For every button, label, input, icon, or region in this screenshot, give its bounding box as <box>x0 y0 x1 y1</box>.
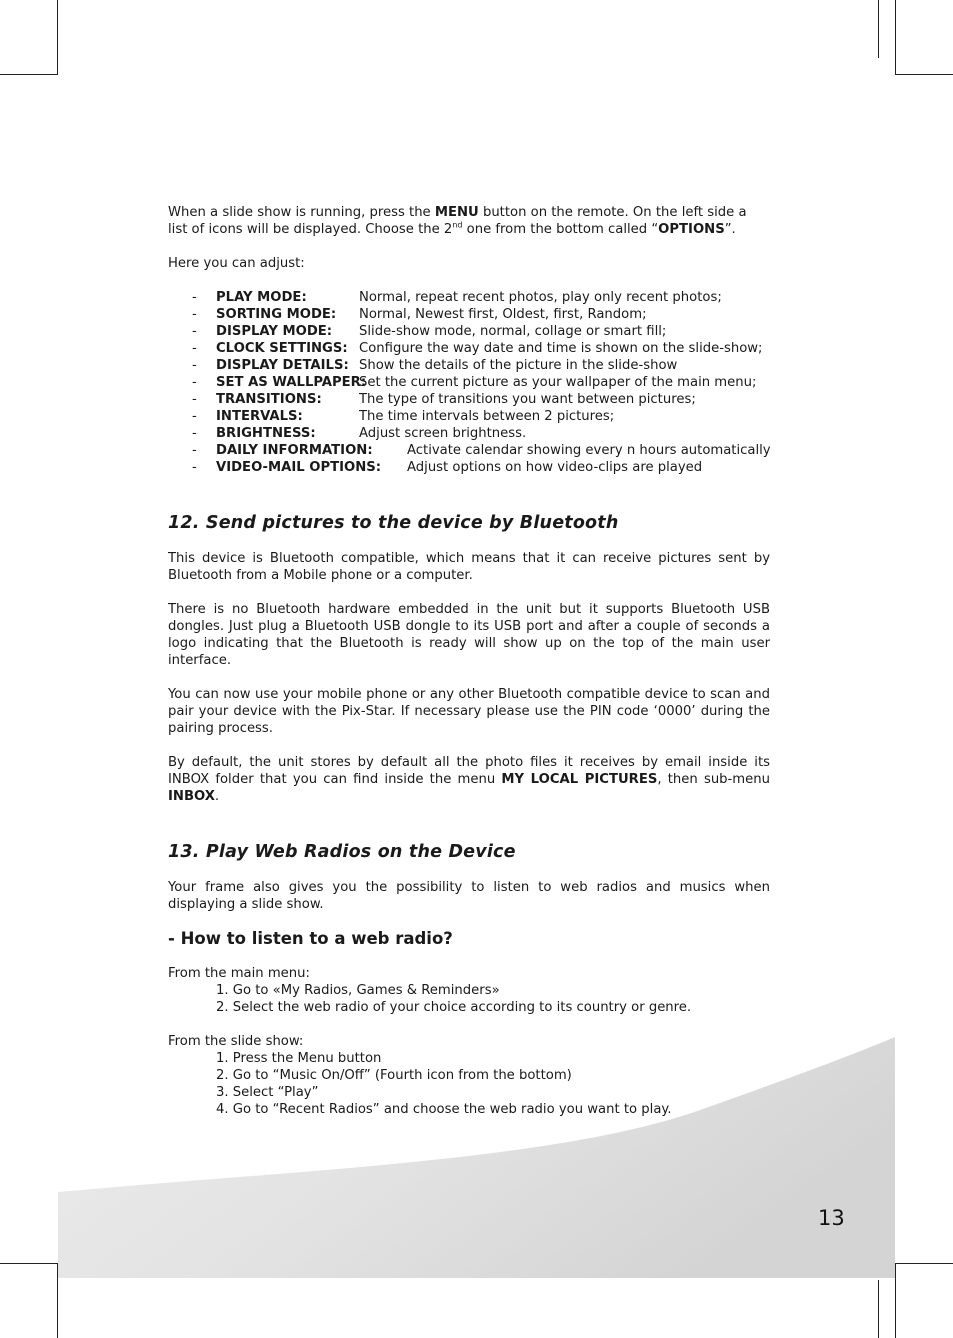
option-row <box>168 289 770 306</box>
page-number: 13 <box>818 1206 845 1230</box>
option-row <box>168 323 770 340</box>
section-12-paragraph-4: By default, the unit stores by default all the photo files it receives by email inside its INBOX folder that you can find inside the menu MY LOCAL PICTURES, then sub-menu INBOX. <box>168 755 770 804</box>
menu-keyword: MENU <box>434 205 479 220</box>
slideshow-steps <box>168 1050 770 1118</box>
option-key: TRANSITIONS: <box>216 392 322 407</box>
step-item: 1. Press the Menu button <box>216 1051 382 1066</box>
option-row <box>168 306 770 323</box>
option-dash: - <box>192 358 197 373</box>
option-row <box>168 425 770 442</box>
option-row <box>168 340 770 357</box>
slideshow-label: From the slide show: <box>168 1034 304 1049</box>
inbox-keyword: INBOX <box>168 789 215 804</box>
option-key: DISPLAY DETAILS: <box>216 358 349 373</box>
options-list <box>168 289 770 476</box>
section-12-paragraph-3: You can now use your mobile phone or any other Bluetooth compatible device to scan and pair your device with the Pix-Star. If necessary please use the PIN code ‘0000’ during the pairing process. <box>168 687 770 736</box>
section-12-title: 12. Send pictures to the device by Bluetooth <box>168 513 619 533</box>
option-row <box>168 408 770 425</box>
option-value: Adjust screen brightness. <box>359 426 527 441</box>
step-item: 3. Select “Play” <box>216 1085 319 1100</box>
option-row <box>168 357 770 374</box>
page-content <box>168 204 770 1118</box>
option-value: Normal, Newest first, Oldest, first, Random; <box>359 307 647 322</box>
web-radio-subtitle: - How to listen to a web radio? <box>168 929 453 948</box>
option-key: BRIGHTNESS: <box>216 426 316 441</box>
option-row <box>168 459 770 476</box>
option-key: PLAY MODE: <box>216 290 307 305</box>
main-menu-label: From the main menu: <box>168 966 310 981</box>
option-dash: - <box>192 307 197 322</box>
option-dash: - <box>192 392 197 407</box>
option-key: INTERVALS: <box>216 409 303 424</box>
intro-paragraph: When a slide show is running, press the MENU button on the remote. On the left side a list of icons will be displayed. Choose the 2nd one from the bottom called “OPTIONS”. <box>168 205 747 237</box>
option-value: Configure the way date and time is shown on the slide-show; <box>359 341 763 356</box>
option-dash: - <box>192 341 197 356</box>
option-key: DAILY INFORMATION: <box>216 443 373 458</box>
step-item: 2. Select the web radio of your choice according to its country or genre. <box>216 1000 692 1015</box>
option-row <box>168 374 770 391</box>
step-item: 2. Go to “Music On/Off” (Fourth icon from the bottom) <box>216 1068 572 1083</box>
options-keyword: OPTIONS <box>658 222 725 237</box>
option-value: Normal, repeat recent photos, play only recent photos; <box>359 290 722 305</box>
section-12-paragraph-1: This device is Bluetooth compatible, which means that it can receive pictures sent by Bluetooth from a Mobile phone or a computer. <box>168 551 770 583</box>
option-value: Adjust options on how video-clips are played <box>407 460 703 475</box>
section-12-paragraph-2: There is no Bluetooth hardware embedded in the unit but it supports Bluetooth USB dongles. Just plug a Bluetooth USB dongle to its USB port and after a couple of seconds a logo indicating that the Bluetooth is ready will show up on the top of the main user interface. <box>168 602 770 668</box>
option-dash: - <box>192 426 197 441</box>
option-dash: - <box>192 409 197 424</box>
option-dash: - <box>192 324 197 339</box>
section-13-title: 13. Play Web Radios on the Device <box>168 842 516 862</box>
option-key: CLOCK SETTINGS: <box>216 341 348 356</box>
option-dash: - <box>192 375 197 390</box>
option-key: SORTING MODE: <box>216 307 337 322</box>
option-value: The type of transitions you want between pictures; <box>359 392 696 407</box>
option-row <box>168 442 770 459</box>
step-item: 1. Go to «My Radios, Games & Reminders» <box>216 983 500 998</box>
step-item: 4. Go to “Recent Radios” and choose the web radio you want to play. <box>216 1102 672 1117</box>
main-menu-steps <box>168 982 770 1016</box>
my-local-pictures-keyword: MY LOCAL PICTURES <box>501 772 658 787</box>
option-value: Show the details of the picture in the slide-show <box>359 358 678 373</box>
option-dash: - <box>192 443 197 458</box>
option-key: DISPLAY MODE: <box>216 324 333 339</box>
option-value: Set the current picture as your wallpaper of the main menu; <box>359 375 757 390</box>
option-value: Activate calendar showing every n hours automatically <box>407 443 771 458</box>
option-value: Slide-show mode, normal, collage or smart fill; <box>359 324 667 339</box>
option-value: The time intervals between 2 pictures; <box>359 409 615 424</box>
adjust-intro: Here you can adjust: <box>168 256 305 271</box>
option-dash: - <box>192 290 197 305</box>
option-key: VIDEO-MAIL OPTIONS: <box>216 460 382 475</box>
option-row <box>168 391 770 408</box>
option-dash: - <box>192 460 197 475</box>
section-13-paragraph-1: Your frame also gives you the possibility to listen to web radios and musics when displaying a slide show. <box>168 880 770 912</box>
option-key: SET AS WALLPAPER: <box>216 375 367 390</box>
